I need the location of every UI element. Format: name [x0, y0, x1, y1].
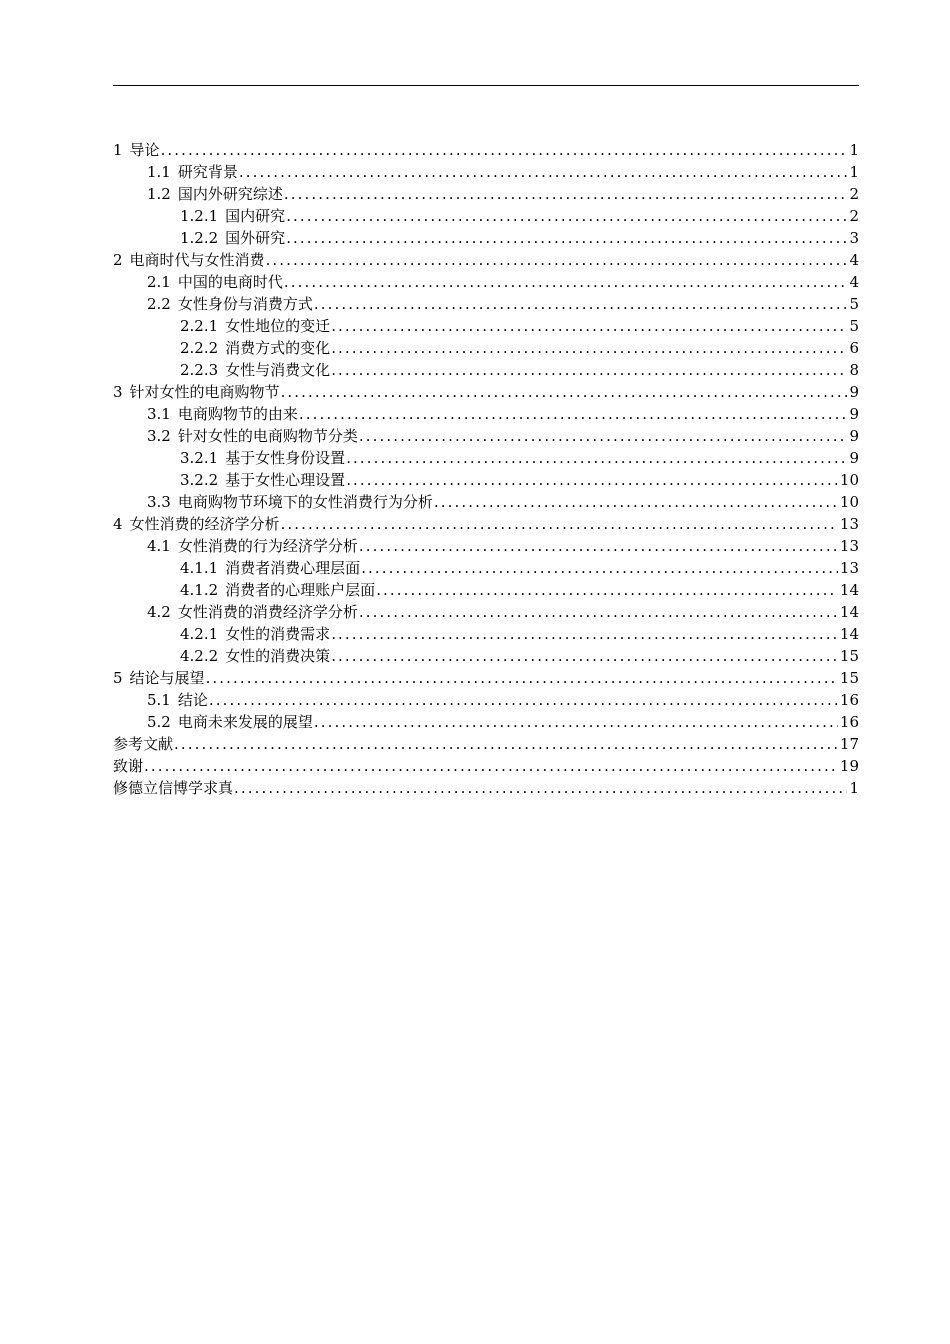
toc-entry-number: 1 — [113, 141, 123, 159]
toc-entry-title: 针对女性的电商购物节分类 — [177, 427, 358, 445]
toc-entry-number: 3 — [113, 383, 123, 401]
toc-entry-number: 2.2.1 — [180, 317, 219, 335]
toc-entry-number: 3.2.1 — [180, 449, 219, 467]
toc-entry-title: 女性与消费文化 — [225, 361, 331, 379]
toc-entry-title: 女性的消费需求 — [225, 625, 331, 643]
toc-entry-page-number: 9 — [849, 383, 859, 401]
toc-entry-number: 2.2 — [147, 295, 171, 313]
toc-entry-page-number: 8 — [849, 361, 859, 379]
toc-dot-leader — [376, 579, 838, 601]
table-of-contents — [113, 139, 859, 799]
toc-entry-page-number: 9 — [849, 449, 859, 467]
toc-entry-title: 消费者消费心理层面 — [225, 559, 361, 577]
toc-entry-page-number: 1 — [849, 163, 859, 181]
toc-dot-leader — [209, 689, 838, 711]
toc-dot-leader — [299, 403, 848, 425]
toc-entry-title: 基于女性身份设置 — [225, 449, 346, 467]
toc-entry-page-number: 19 — [839, 757, 859, 775]
toc-entry-number: 3.1 — [147, 405, 171, 423]
toc-entry-page-number: 13 — [839, 537, 859, 555]
toc-dot-leader — [239, 161, 848, 183]
toc-entry-page-number: 9 — [849, 405, 859, 423]
toc-dot-leader — [266, 249, 848, 271]
header-rule — [113, 85, 859, 86]
toc-entry-title: 女性身份与消费方式 — [177, 295, 313, 313]
toc-entry-title: 研究背景 — [177, 163, 238, 181]
toc-entry[interactable] — [113, 601, 859, 623]
toc-dot-leader — [284, 183, 848, 205]
toc-dot-leader — [281, 381, 848, 403]
toc-dot-leader — [161, 139, 848, 161]
toc-entry-number: 4.1 — [147, 537, 171, 555]
toc-entry-page-number: 14 — [839, 581, 859, 599]
toc-entry[interactable] — [113, 623, 859, 645]
toc-entry[interactable] — [113, 689, 859, 711]
toc-entry-title: 电商购物节的由来 — [177, 405, 298, 423]
toc-entry[interactable] — [113, 667, 859, 689]
toc-entry-number: 3.3 — [147, 493, 171, 511]
toc-entry-title: 结论与展望 — [129, 669, 205, 687]
toc-entry-number: 3.2 — [147, 427, 171, 445]
toc-entry[interactable] — [113, 271, 859, 293]
toc-entry-page-number: 3 — [849, 229, 859, 247]
toc-entry-title: 消费方式的变化 — [225, 339, 331, 357]
toc-entry-number: 1.1 — [147, 163, 171, 181]
toc-entry[interactable] — [113, 711, 859, 733]
toc-entry-title: 电商未来发展的展望 — [177, 713, 313, 731]
toc-entry-number: 4.1.1 — [180, 559, 219, 577]
toc-entry[interactable] — [113, 535, 859, 557]
toc-entry-title: 女性消费的消费经济学分析 — [177, 603, 358, 621]
toc-entry-page-number: 13 — [839, 559, 859, 577]
toc-dot-leader — [331, 645, 838, 667]
toc-dot-leader — [331, 359, 847, 381]
toc-entry-page-number: 16 — [839, 713, 859, 731]
toc-entry-number: 4.2 — [147, 603, 171, 621]
toc-entry-title: 参考文献 — [113, 735, 174, 753]
toc-entry-title: 女性地位的变迁 — [225, 317, 331, 335]
toc-entry-page-number: 16 — [839, 691, 859, 709]
toc-dot-leader — [286, 227, 847, 249]
toc-entry-page-number: 17 — [839, 735, 859, 753]
toc-entry-number: 5.2 — [147, 713, 171, 731]
toc-dot-leader — [206, 667, 838, 689]
toc-dot-leader — [331, 315, 847, 337]
toc-entry[interactable] — [113, 249, 859, 271]
toc-entry-title: 消费者的心理账户层面 — [225, 581, 376, 599]
toc-entry[interactable] — [113, 469, 859, 491]
toc-entry[interactable] — [113, 513, 859, 535]
toc-entry-title: 电商购物节环境下的女性消费行为分析 — [177, 493, 433, 511]
toc-entry-title: 针对女性的电商购物节 — [129, 383, 280, 401]
toc-entry[interactable] — [113, 557, 859, 579]
toc-entry-page-number: 10 — [839, 471, 859, 489]
toc-entry[interactable] — [113, 645, 859, 667]
toc-entry[interactable] — [113, 227, 859, 249]
toc-entry-page-number: 4 — [849, 251, 859, 269]
toc-entry-page-number: 5 — [849, 295, 859, 313]
toc-entry-page-number: 1 — [849, 141, 859, 159]
toc-dot-leader — [286, 205, 847, 227]
toc-entry-title: 女性消费的经济学分析 — [129, 515, 280, 533]
toc-entry[interactable] — [113, 205, 859, 227]
toc-entry-number: 2.2.3 — [180, 361, 219, 379]
toc-entry-number: 1.2 — [147, 185, 171, 203]
toc-entry[interactable] — [113, 733, 859, 755]
toc-entry-title: 基于女性心理设置 — [225, 471, 346, 489]
toc-entry[interactable] — [113, 183, 859, 205]
toc-entry-title: 修德立信博学求真 — [113, 779, 234, 797]
toc-dot-leader — [434, 491, 838, 513]
toc-dot-leader — [359, 535, 838, 557]
toc-entry-page-number: 5 — [849, 317, 859, 335]
toc-entry-number: 2.1 — [147, 273, 171, 291]
toc-entry-number: 5.1 — [147, 691, 171, 709]
toc-entry-page-number: 1 — [849, 779, 859, 797]
toc-entry-page-number: 9 — [849, 427, 859, 445]
toc-entry[interactable] — [113, 491, 859, 513]
toc-dot-leader — [234, 777, 847, 799]
toc-entry-page-number: 13 — [839, 515, 859, 533]
toc-entry-number: 4.2.1 — [180, 625, 219, 643]
toc-entry[interactable] — [113, 161, 859, 183]
toc-entry[interactable] — [113, 337, 859, 359]
toc-entry-number: 4.1.2 — [180, 581, 219, 599]
toc-entry-number: 2.2.2 — [180, 339, 219, 357]
toc-entry-title: 致谢 — [113, 757, 144, 775]
toc-entry-title: 女性消费的行为经济学分析 — [177, 537, 358, 555]
toc-entry[interactable] — [113, 425, 859, 447]
toc-entry-page-number: 14 — [839, 625, 859, 643]
toc-entry[interactable] — [113, 139, 859, 161]
toc-entry-number: 4.2.2 — [180, 647, 219, 665]
toc-entry[interactable] — [113, 359, 859, 381]
toc-entry-page-number: 14 — [839, 603, 859, 621]
toc-entry-number: 4 — [113, 515, 123, 533]
toc-entry[interactable] — [113, 315, 859, 337]
toc-dot-leader — [174, 733, 838, 755]
toc-entry[interactable] — [113, 755, 859, 777]
toc-entry-page-number: 6 — [849, 339, 859, 357]
toc-entry-title: 国外研究 — [225, 229, 286, 247]
toc-dot-leader — [361, 557, 838, 579]
toc-entry[interactable] — [113, 447, 859, 469]
toc-entry[interactable] — [113, 777, 859, 799]
toc-dot-leader — [359, 425, 848, 447]
toc-entry-title: 电商时代与女性消费 — [129, 251, 265, 269]
toc-dot-leader — [331, 337, 847, 359]
toc-dot-leader — [284, 271, 848, 293]
toc-entry-page-number: 15 — [839, 647, 859, 665]
toc-dot-leader — [314, 293, 848, 315]
toc-entry[interactable] — [113, 381, 859, 403]
toc-entry-title: 结论 — [177, 691, 208, 709]
toc-entry-number: 5 — [113, 669, 123, 687]
toc-entry-page-number: 4 — [849, 273, 859, 291]
toc-entry-number: 3.2.2 — [180, 471, 219, 489]
toc-entry-title: 国内研究 — [225, 207, 286, 225]
toc-entry-title: 导论 — [129, 141, 160, 159]
toc-entry-number: 2 — [113, 251, 123, 269]
toc-dot-leader — [346, 447, 847, 469]
toc-entry[interactable] — [113, 403, 859, 425]
toc-entry-title: 中国的电商时代 — [177, 273, 283, 291]
toc-dot-leader — [346, 469, 838, 491]
toc-entry-title: 国内外研究综述 — [177, 185, 283, 203]
toc-entry-title: 女性的消费决策 — [225, 647, 331, 665]
toc-entry[interactable] — [113, 579, 859, 601]
toc-entry-page-number: 2 — [849, 185, 859, 203]
toc-entry-page-number: 10 — [839, 493, 859, 511]
toc-dot-leader — [281, 513, 838, 535]
toc-dot-leader — [144, 755, 838, 777]
toc-dot-leader — [359, 601, 838, 623]
toc-dot-leader — [331, 623, 838, 645]
toc-dot-leader — [314, 711, 838, 733]
toc-entry[interactable] — [113, 293, 859, 315]
toc-entry-number: 1.2.2 — [180, 229, 219, 247]
toc-entry-page-number: 15 — [839, 669, 859, 687]
toc-entry-page-number: 2 — [849, 207, 859, 225]
toc-entry-number: 1.2.1 — [180, 207, 219, 225]
